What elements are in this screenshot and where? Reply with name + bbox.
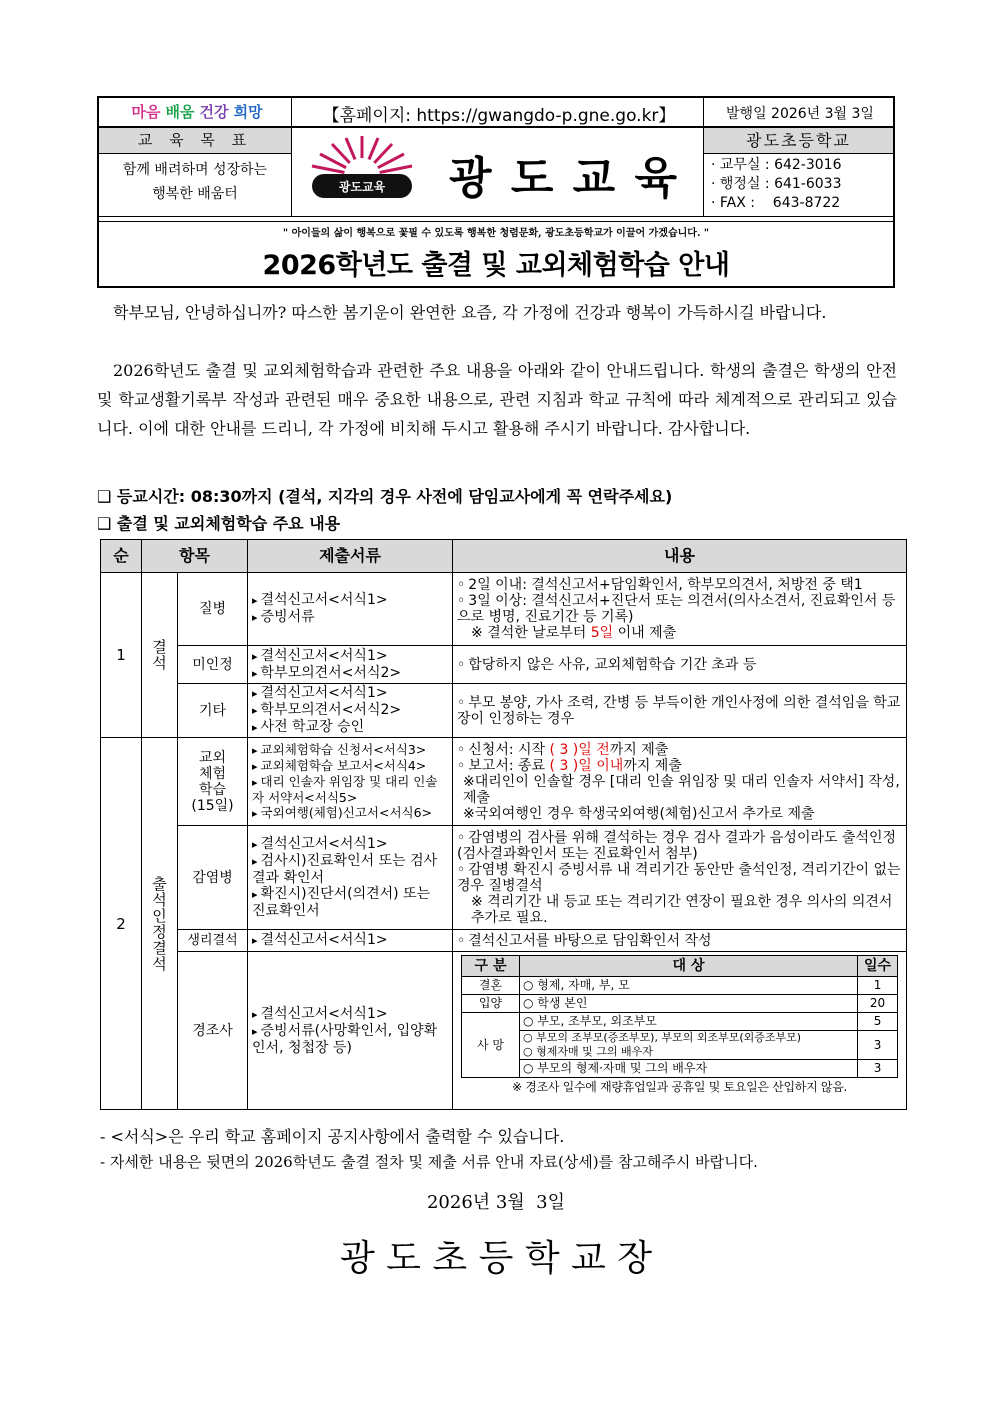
content-period xyxy=(453,930,907,952)
intro-paragraph-2: 2026학년도 출결 및 교외체험학습과 관련한 주요 내용을 아래와 같이 안내드립니다. 학생의 출결은 학생의 안전 및 학교생활기록부 작성과 관련된 매우 중요한 내용으로, 관련 지침과 학교 규칙에 따라 체계적으로 관리되고 있습니다. 이에 대한 안내를 드리니, 각 가정에 비치해 두시고 활용해 주시기 바랍니다. 감사합니다. xyxy=(97,361,897,438)
doc-item: ▸ 증빙서류 xyxy=(252,609,448,626)
note-text: ※ 결석한 날로부터 xyxy=(471,625,591,641)
col-header-item: 항목 xyxy=(142,540,248,573)
doc-item: ▸ 사전 학교장 승인 xyxy=(252,719,448,736)
sub-days: 5 xyxy=(858,1013,898,1031)
col-header-no: 순 xyxy=(101,540,142,573)
sub-target: ○ 형제, 자매, 부, 모 xyxy=(520,977,858,995)
table-row xyxy=(101,952,907,1110)
principal-signature: 광 도 초 등 학 교 장 xyxy=(339,1238,653,1279)
category-char: 석 xyxy=(152,654,167,672)
table-row xyxy=(462,1060,898,1078)
category-char: 출 xyxy=(152,874,167,893)
category-char: 결 xyxy=(152,638,167,656)
item-text: 학습 xyxy=(198,781,227,798)
sub-days: 3 xyxy=(858,1060,898,1078)
goal-line: 함께 배려하며 성장하는 xyxy=(122,162,268,178)
deadline: ( 3 )일 전 xyxy=(549,741,610,758)
sub-days: 1 xyxy=(858,977,898,995)
sub-col-days: 일수 xyxy=(858,956,898,977)
illness-note xyxy=(457,625,902,641)
school-logo xyxy=(304,134,420,208)
content-item: ◦ 부모 봉양, 가사 조력, 간병 등 부득이한 개인사정에 의한 결석임을 학교장이 인정하는 경우 xyxy=(457,695,902,727)
docs-unapproved xyxy=(248,646,453,684)
intro-paragraph-1: 학부모님, 안녕하십니까? 따스한 봄기운이 완연한 요즘, 각 가정에 건강과 행복이 가득하시길 바랍니다. xyxy=(113,303,827,322)
item-etc: 기타 xyxy=(178,684,248,738)
table-row xyxy=(462,977,898,995)
item-period: 생리결석 xyxy=(178,930,248,952)
sub-target: ○ 부모, 조부모, 외조부모 xyxy=(520,1013,858,1031)
doc-item: ▸ 결석신고서<서식1> xyxy=(252,685,448,702)
infection-note: ※ 격리기간 내 등교 또는 격리기간 연장이 필요한 경우 의사의 의견서 추가로 필요. xyxy=(471,893,893,926)
col-header-content: 내용 xyxy=(453,540,907,573)
table-row xyxy=(101,684,907,738)
content-field-trip xyxy=(453,738,907,826)
arrival-time-bullet: ❑ 등교시간: 08:30까지 (결석, 지각의 경우 사전에 담임교사에게 꼭 연락주세요) xyxy=(97,487,673,506)
sub-days: 3 xyxy=(858,1031,898,1060)
item-illness: 질병 xyxy=(178,573,248,646)
school-goal xyxy=(99,158,291,206)
sub-target: ○ 부모의 형제·자매 및 그의 배우자 xyxy=(520,1060,858,1078)
doc-item: ▸ 결석신고서<서식1> xyxy=(252,932,448,949)
docs-etc xyxy=(248,684,453,738)
doc-item: ▸ 국외여행(체험)신고서<서식6> xyxy=(252,805,448,821)
contact-admin: · 행정실 : 641-6033 xyxy=(711,176,842,192)
table-row xyxy=(462,1013,898,1031)
sub-days: 20 xyxy=(858,995,898,1013)
table-header-row xyxy=(101,540,907,573)
doc-item: ▸ 결석신고서<서식1> xyxy=(252,836,448,853)
doc-item: ▸ 결석신고서<서식1> xyxy=(252,1006,448,1023)
group-number: 2 xyxy=(101,738,142,1110)
form-note: - <서식>은 우리 학교 홈페이지 공지사항에서 출력할 수 있습니다. xyxy=(100,1127,565,1146)
category-char: 결 xyxy=(152,938,167,957)
motto-word: 마음 xyxy=(131,103,161,121)
table-row xyxy=(101,646,907,684)
sub-header-row xyxy=(462,956,898,977)
content-etc xyxy=(453,684,907,738)
sub-category: 입양 xyxy=(462,995,520,1013)
contact-fax: · FAX : 643-8722 xyxy=(711,195,841,211)
content-item: ◦ 감염병 확진시 증빙서류 내 격리기간 동안만 출석인정, 격리기간이 없는 경우 질병결석 xyxy=(457,862,902,894)
table-row xyxy=(101,573,907,646)
table-row xyxy=(462,1031,898,1060)
doc-item: ▸ 검사시)진료확인서 또는 검사결과 확인서 xyxy=(252,853,448,886)
item-text: 체험 xyxy=(198,765,227,782)
doc-item: ▸ 대리 인솔자 위임장 및 대리 인솔자 서약서<서식5> xyxy=(252,774,448,805)
document-title: 2026학년도 출결 및 교외체험학습 안내 xyxy=(262,250,730,281)
proxy-note: ※대리인이 인솔할 경우 [대리 인솔 위임장 및 대리 인솔자 서약서] 작성, 제출 xyxy=(463,773,900,806)
group-category xyxy=(142,738,178,1110)
sub-category: 결혼 xyxy=(462,977,520,995)
content-unapproved xyxy=(453,646,907,684)
docs-illness xyxy=(248,573,453,646)
col-header-docs: 제출서류 xyxy=(248,540,453,573)
category-char: 석 xyxy=(152,890,167,909)
docs-family-event xyxy=(248,952,453,1110)
motto-word: 배움 xyxy=(165,103,195,121)
content-family-event xyxy=(453,952,907,1110)
doc-item: ▸ 학부모의견서<서식2> xyxy=(252,665,448,682)
sub-target-line: ○ 부모의 조부모(증조부모), 부모의 외조부모(외증조부모) xyxy=(523,1031,802,1044)
doc-item: ▸ 결석신고서<서식1> xyxy=(252,648,448,665)
contact-office: · 교무실 : 642-3016 xyxy=(711,157,842,173)
doc-item: ▸ 확진시)진단서(의견서) 또는 진료확인서 xyxy=(252,886,448,919)
note-text: 이내 제출 xyxy=(613,625,677,641)
motto-word: 희망 xyxy=(233,103,263,121)
doc-item: ▸ 교외체험학습 보고서<서식4> xyxy=(252,758,448,774)
letter-date: 2026년 3월 3일 xyxy=(426,1192,566,1213)
doc-item: ▸ 증빙서류(사망확인서, 입양확인서, 청첩장 등) xyxy=(252,1023,448,1056)
newsletter-title: 광 도 교 육 xyxy=(449,153,679,204)
sub-col-category: 구 분 xyxy=(462,956,520,977)
item-infection: 감염병 xyxy=(178,826,248,930)
category-char: 석 xyxy=(152,954,167,973)
group-number: 1 xyxy=(101,573,142,738)
attendance-table xyxy=(100,539,907,1110)
note-deadline: 5일 xyxy=(590,625,614,641)
overseas-note: ※국외여행인 경우 학생국외여행(체험)신고서 추가로 제출 xyxy=(463,805,815,822)
item-unapproved: 미인정 xyxy=(178,646,248,684)
content-infection xyxy=(453,826,907,930)
content-illness xyxy=(453,573,907,646)
issue-date: 발행일 2026년 3월 3일 xyxy=(726,106,874,122)
homepage-url[interactable]: 【홈페이지: https://gwangdo-p.gne.go.kr】 xyxy=(322,106,676,126)
item-text: (15일) xyxy=(191,797,234,814)
goal-line: 행복한 배움터 xyxy=(152,186,238,202)
content-item xyxy=(457,742,902,758)
motto-word: 건강 xyxy=(199,103,229,121)
docs-field-trip xyxy=(248,738,453,826)
school-name: 광도초등학교 xyxy=(704,128,893,153)
doc-item: ▸ 결석신고서<서식1> xyxy=(252,592,448,609)
deadline: ( 3 )일 이내 xyxy=(549,757,624,774)
doc-item: ▸ 교외체험학습 신청서<서식3> xyxy=(252,742,448,758)
doc-item: ▸ 학부모의견서<서식2> xyxy=(252,702,448,719)
docs-infection xyxy=(248,826,453,930)
item-text: 교외 xyxy=(198,749,227,766)
docs-period xyxy=(248,930,453,952)
sub-target-line: ○ 형제자매 및 그의 배우자 xyxy=(523,1045,653,1058)
sub-col-target: 대 상 xyxy=(520,956,858,977)
content-item: ◦ 3일 이상: 결석신고서+진단서 또는 의견서(의사소견서, 진료확인서 등으로 병명, 진료기간 등 기록) xyxy=(457,593,902,625)
content-item: ◦ 결석신고서를 바탕으로 담임확인서 작성 xyxy=(457,933,902,949)
goal-label: 교 육 목 표 xyxy=(99,128,291,153)
content-item: ◦ 감염병의 검사를 위해 결석하는 경우 검사 결과가 음성이라도 출석인정(검사결과확인서 또는 진료확인서 첨부) xyxy=(457,830,902,862)
content-item xyxy=(457,758,902,774)
table-row xyxy=(462,995,898,1013)
sub-category: 사 망 xyxy=(462,1013,520,1078)
item-field-trip xyxy=(178,738,248,826)
text: 까지 제출 xyxy=(609,741,669,758)
motto xyxy=(109,101,285,122)
newsletter-header xyxy=(97,96,895,288)
contact-list xyxy=(711,156,891,213)
category-char: 인 xyxy=(152,906,167,925)
table-row xyxy=(101,738,907,826)
table-row xyxy=(101,930,907,952)
group-category xyxy=(142,573,178,738)
logo-text: 광도교육 xyxy=(338,180,386,194)
content-item: ◦ 합당하지 않은 사유, 교외체험학습 기간 초과 등 xyxy=(457,657,902,673)
content-item: ◦ 2일 이내: 결석신고서+담임확인서, 학부모의견서, 처방전 중 택1 xyxy=(457,577,902,593)
leave-days-note: ※ 경조사 일수에 재량휴업일과 공휴일 및 토요일은 산입하지 않음. xyxy=(512,1080,847,1094)
item-family-event: 경조사 xyxy=(178,952,248,1110)
sub-target: ○ 학생 본인 xyxy=(520,995,858,1013)
leave-days-table xyxy=(461,955,898,1078)
text: 신청서: 시작 xyxy=(468,741,550,758)
sub-target xyxy=(520,1031,858,1060)
category-char: 정 xyxy=(152,922,167,941)
detail-note: - 자세한 내용은 뒷면의 2026학년도 출결 절차 및 제출 서류 안내 자료(상세)를 참고해주시 바랍니다. xyxy=(100,1153,758,1171)
slogan: " 아이들의 삶이 행복으로 꽃필 수 있도록 행복한 청렴문화, 광도초등학교가 이끌어 가겠습니다. " xyxy=(282,228,710,239)
text: 보고서: 종료 xyxy=(468,757,550,774)
section-bullet: ❑ 출결 및 교외체험학습 주요 내용 xyxy=(97,514,341,533)
text: 까지 제출 xyxy=(623,757,682,774)
table-row xyxy=(101,826,907,930)
